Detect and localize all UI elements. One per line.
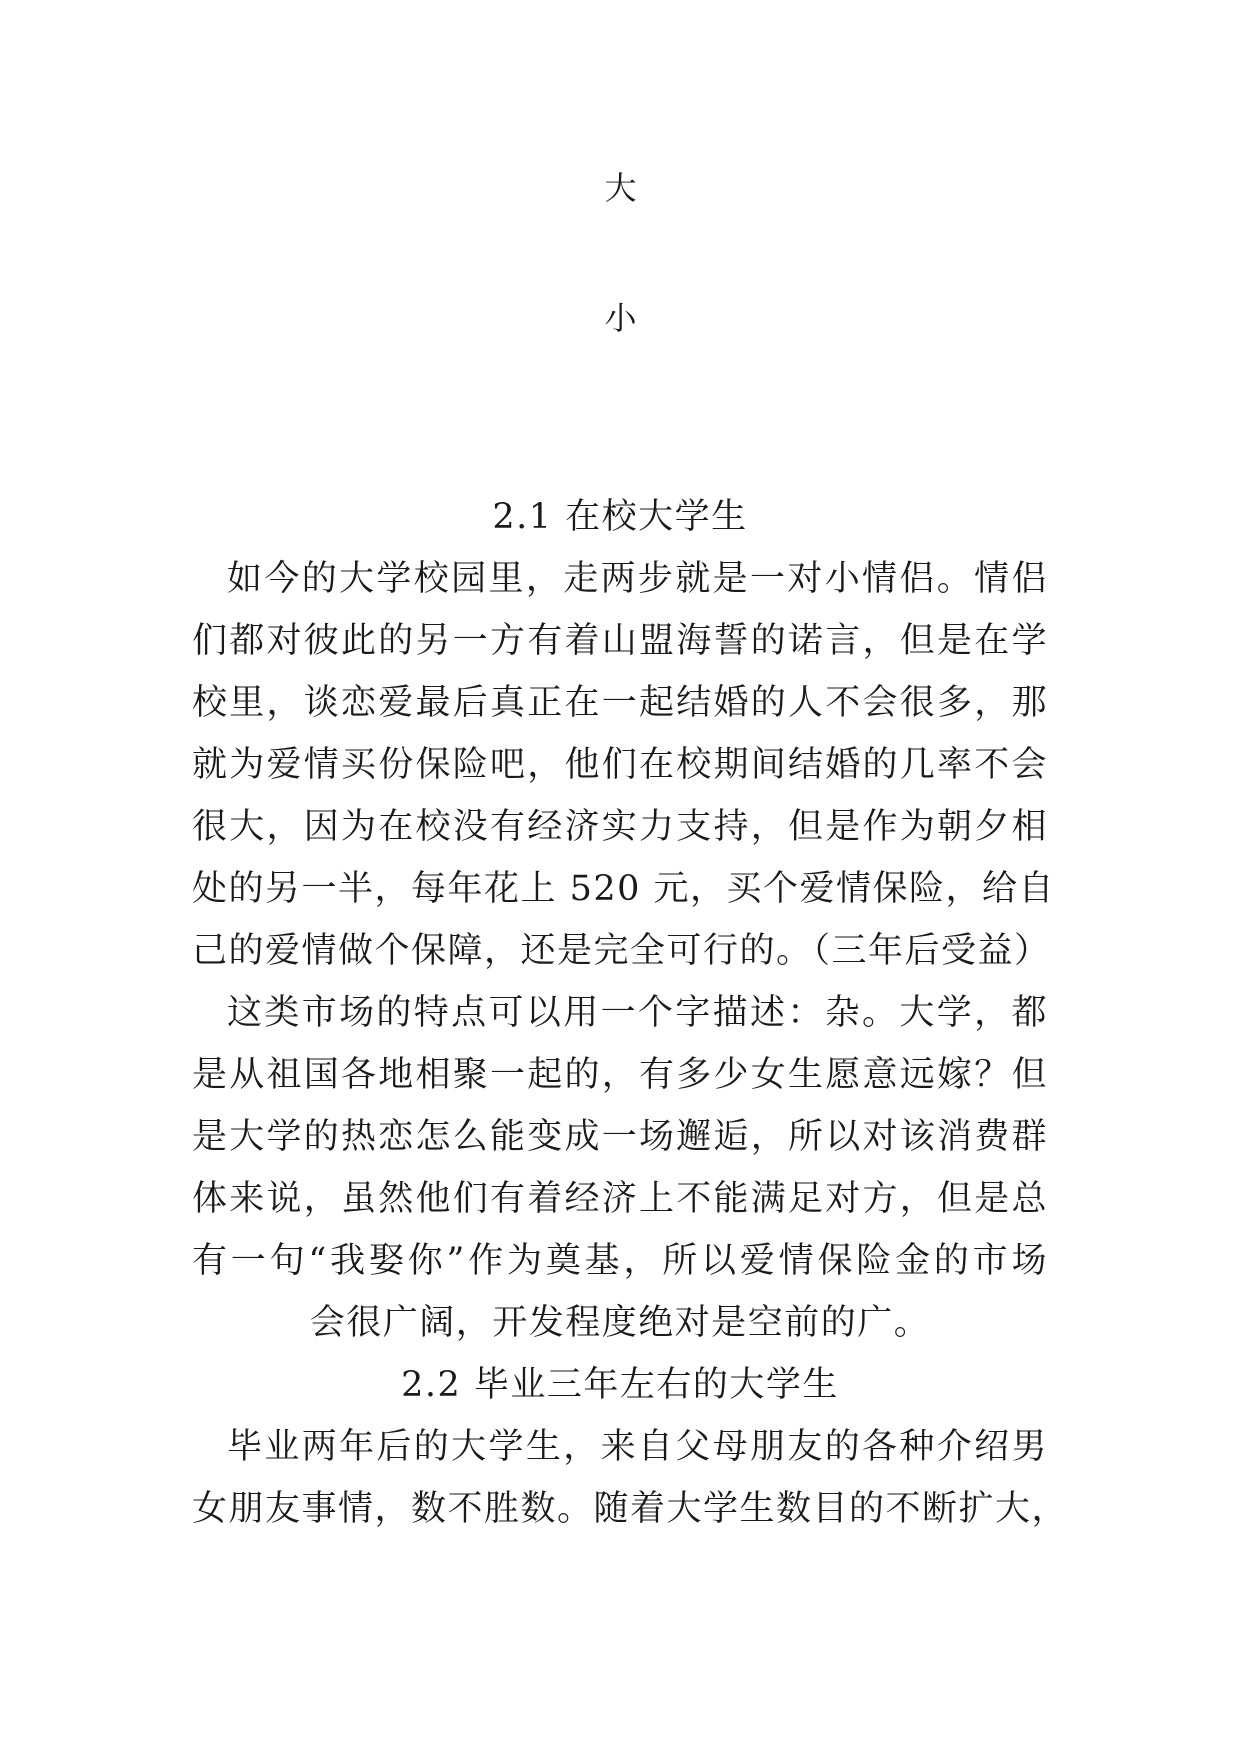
paragraph-line: 毕业两年后的大学生，来自父母朋友的各种介绍男 (227, 1427, 1048, 1467)
paragraph-line: 女朋友事情，数不胜数。随着大学生数目的不断扩大， (192, 1489, 1069, 1529)
paragraph-line: 是从祖国各地相聚一起的，有多少女生愿意远嫁？但 (192, 1055, 1048, 1095)
paragraph-line: 校里，谈恋爱最后真正在一起结婚的人不会很多，那 (192, 683, 1048, 723)
section-heading-2-2: 2.2 毕业三年左右的大学生 (401, 1365, 839, 1405)
paragraph-line: 是大学的热恋怎么能变成一场邂逅，所以对该消费群 (192, 1117, 1048, 1157)
paragraph-line: 如今的大学校园里，走两步就是一对小情侣。情侣 (227, 559, 1048, 599)
top-character-2: 小 (604, 299, 637, 337)
paragraph-line: 己的爱情做个保障，还是完全可行的。（三年后受益） (192, 931, 1051, 971)
paragraph-line: 会很广阔，开发程度绝对是空前的广。 (309, 1303, 931, 1343)
paragraph-line: 体来说，虽然他们有着经济上不能满足对方，但是总 (192, 1179, 1048, 1219)
paragraph-line: 有一句“我娶你”作为奠基，所以爱情保险金的市场 (192, 1241, 1048, 1281)
body-text (192, 486, 1069, 1540)
section-heading-2-1: 2.1 在校大学生 (492, 497, 748, 537)
paragraph-line: 很大，因为在校没有经济实力支持，但是作为朝夕相 (192, 807, 1048, 847)
paragraph-line: 这类市场的特点可以用一个字描述：杂。大学，都 (227, 993, 1048, 1033)
paragraph-line: 就为爱情买份保险吧，他们在校期间结婚的几率不会 (192, 745, 1048, 785)
paragraph-line: 们都对彼此的另一方有着山盟海誓的诺言，但是在学 (192, 621, 1048, 661)
paragraph-line: 处的另一半，每年花上 520 元，买个爱情保险，给自 (192, 869, 1056, 909)
top-character-1: 大 (604, 169, 637, 207)
